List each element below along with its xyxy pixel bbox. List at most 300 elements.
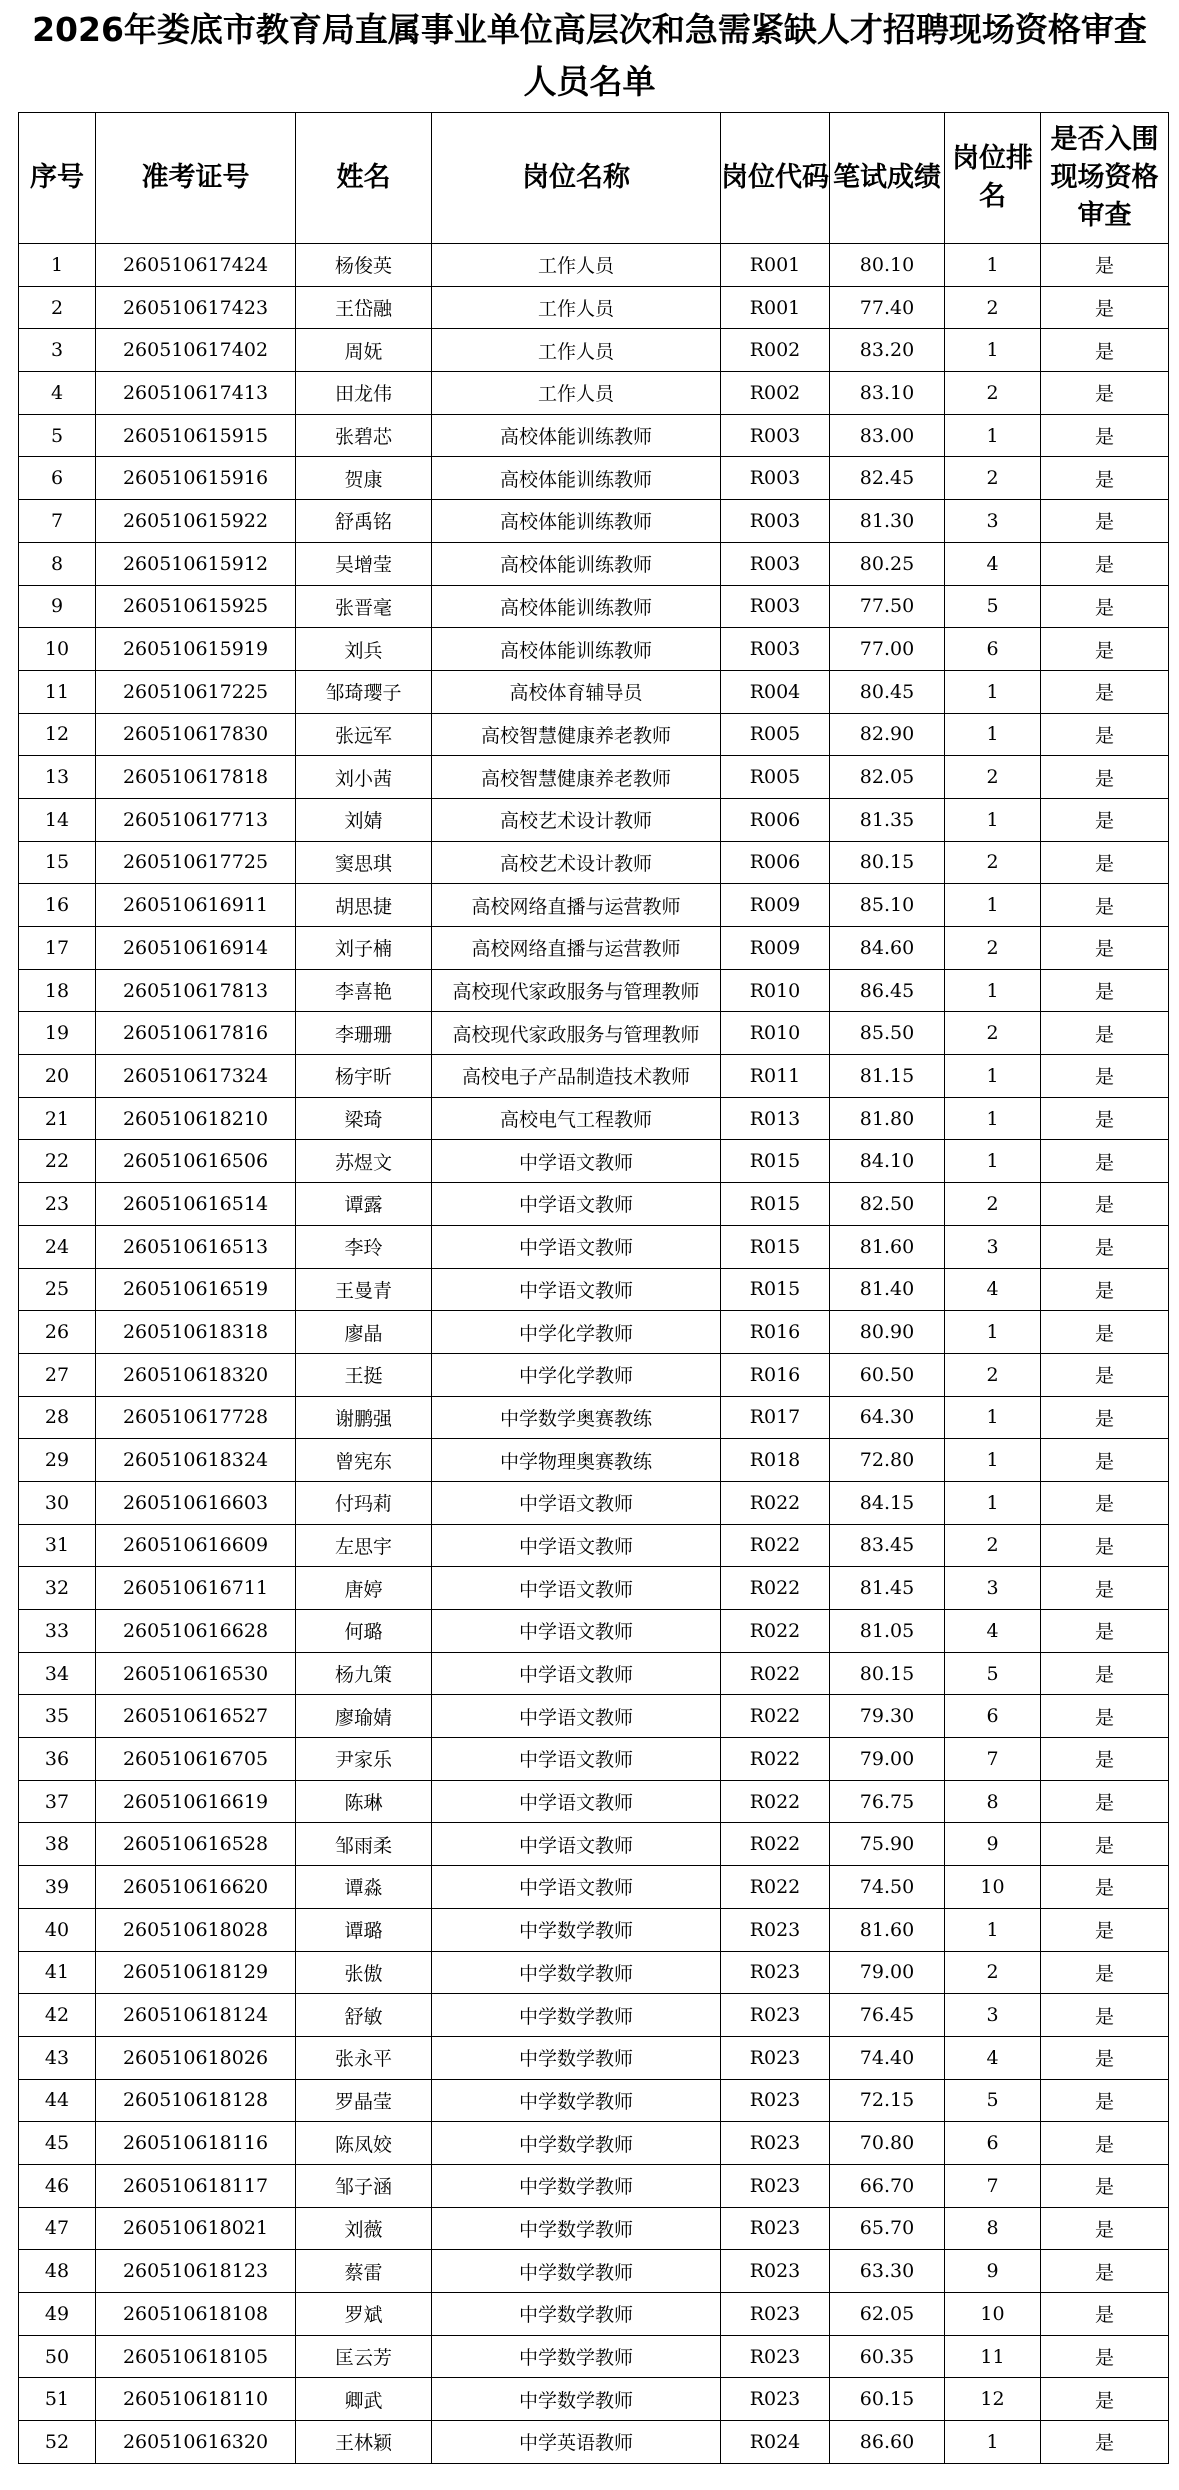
cell-exam-number: 260510617324 [96, 1055, 296, 1098]
cell-position-name: 工作人员 [432, 244, 721, 287]
cell-shortlisted: 是 [1041, 1823, 1169, 1866]
cell-name: 舒禹铭 [296, 500, 432, 543]
cell-index: 26 [19, 1311, 96, 1354]
cell-position-name: 工作人员 [432, 372, 721, 415]
cell-index: 25 [19, 1268, 96, 1311]
cell-position-name: 高校智慧健康养老教师 [432, 713, 721, 756]
cell-position-rank: 6 [945, 2122, 1041, 2165]
cell-position-name: 高校电气工程教师 [432, 1097, 721, 1140]
header-cell-position-rank: 岗位排名 [945, 113, 1041, 244]
cell-position-code: R001 [721, 244, 830, 287]
cell-name: 卿武 [296, 2378, 432, 2421]
table-row [19, 2293, 1169, 2336]
cell-name: 李玲 [296, 1225, 432, 1268]
cell-exam-number: 260510618026 [96, 2036, 296, 2079]
table-row [19, 1225, 1169, 1268]
cell-written-score: 86.45 [830, 969, 945, 1012]
cell-position-code: R009 [721, 927, 830, 970]
table-row [19, 927, 1169, 970]
cell-name: 廖瑜婧 [296, 1695, 432, 1738]
cell-position-rank: 2 [945, 1183, 1041, 1226]
table-row [19, 1268, 1169, 1311]
cell-position-rank: 6 [945, 1695, 1041, 1738]
cell-shortlisted: 是 [1041, 1183, 1169, 1226]
cell-position-rank: 2 [945, 927, 1041, 970]
cell-written-score: 81.60 [830, 1908, 945, 1951]
title-line-1: 2026年娄底市教育局直属事业单位高层次和急需紧缺人才招聘现场资格审查 [32, 10, 1147, 49]
cell-shortlisted: 是 [1041, 1012, 1169, 1055]
cell-name: 刘兵 [296, 628, 432, 671]
cell-index: 40 [19, 1908, 96, 1951]
cell-position-code: R022 [721, 1738, 830, 1781]
cell-position-name: 中学数学教师 [432, 2079, 721, 2122]
cell-shortlisted: 是 [1041, 628, 1169, 671]
cell-position-name: 中学数学教师 [432, 2378, 721, 2421]
cell-index: 27 [19, 1353, 96, 1396]
cell-exam-number: 260510616705 [96, 1738, 296, 1781]
cell-position-code: R022 [721, 1695, 830, 1738]
table-row [19, 372, 1169, 415]
cell-position-name: 中学数学教师 [432, 2036, 721, 2079]
cell-written-score: 66.70 [830, 2164, 945, 2207]
cell-name: 曾宪东 [296, 1439, 432, 1482]
cell-position-rank: 1 [945, 1311, 1041, 1354]
header-cell-exam-number: 准考证号 [96, 113, 296, 244]
cell-written-score: 77.40 [830, 286, 945, 329]
cell-written-score: 65.70 [830, 2207, 945, 2250]
cell-exam-number: 260510616514 [96, 1183, 296, 1226]
cell-exam-number: 260510615919 [96, 628, 296, 671]
cell-index: 19 [19, 1012, 96, 1055]
cell-shortlisted: 是 [1041, 372, 1169, 415]
cell-name: 王岱融 [296, 286, 432, 329]
table-row [19, 457, 1169, 500]
cell-position-rank: 2 [945, 841, 1041, 884]
cell-shortlisted: 是 [1041, 1439, 1169, 1482]
cell-written-score: 81.30 [830, 500, 945, 543]
cell-exam-number: 260510616911 [96, 884, 296, 927]
cell-name: 王挺 [296, 1353, 432, 1396]
cell-written-score: 70.80 [830, 2122, 945, 2165]
cell-written-score: 74.40 [830, 2036, 945, 2079]
cell-shortlisted: 是 [1041, 756, 1169, 799]
cell-shortlisted: 是 [1041, 670, 1169, 713]
cell-written-score: 79.00 [830, 1738, 945, 1781]
cell-written-score: 83.10 [830, 372, 945, 415]
cell-written-score: 81.05 [830, 1610, 945, 1653]
cell-written-score: 72.15 [830, 2079, 945, 2122]
cell-index: 41 [19, 1951, 96, 1994]
cell-position-rank: 2 [945, 756, 1041, 799]
cell-position-name: 高校智慧健康养老教师 [432, 756, 721, 799]
cell-index: 20 [19, 1055, 96, 1098]
cell-index: 13 [19, 756, 96, 799]
cell-name: 陈凤姣 [296, 2122, 432, 2165]
cell-index: 11 [19, 670, 96, 713]
cell-name: 罗斌 [296, 2293, 432, 2336]
cell-position-rank: 1 [945, 1396, 1041, 1439]
cell-position-code: R010 [721, 969, 830, 1012]
cell-position-rank: 4 [945, 542, 1041, 585]
cell-written-score: 80.45 [830, 670, 945, 713]
cell-exam-number: 260510618128 [96, 2079, 296, 2122]
cell-written-score: 80.25 [830, 542, 945, 585]
cell-position-name: 中学语文教师 [432, 1481, 721, 1524]
cell-exam-number: 260510616609 [96, 1524, 296, 1567]
cell-position-code: R022 [721, 1780, 830, 1823]
cell-position-name: 中学语文教师 [432, 1866, 721, 1909]
cell-index: 52 [19, 2421, 96, 2464]
cell-shortlisted: 是 [1041, 927, 1169, 970]
cell-index: 36 [19, 1738, 96, 1781]
cell-written-score: 75.90 [830, 1823, 945, 1866]
cell-index: 15 [19, 841, 96, 884]
cell-position-name: 中学化学教师 [432, 1311, 721, 1354]
cell-shortlisted: 是 [1041, 286, 1169, 329]
cell-exam-number: 260510618116 [96, 2122, 296, 2165]
header-cell-index: 序号 [19, 113, 96, 244]
table-row [19, 1738, 1169, 1781]
cell-shortlisted: 是 [1041, 2122, 1169, 2165]
header-cell-position-name: 岗位名称 [432, 113, 721, 244]
cell-name: 邹琦璎子 [296, 670, 432, 713]
cell-written-score: 83.45 [830, 1524, 945, 1567]
table-row [19, 884, 1169, 927]
cell-written-score: 81.60 [830, 1225, 945, 1268]
cell-position-name: 高校现代家政服务与管理教师 [432, 1012, 721, 1055]
cell-position-code: R016 [721, 1353, 830, 1396]
cell-exam-number: 260510616320 [96, 2421, 296, 2464]
cell-shortlisted: 是 [1041, 2036, 1169, 2079]
cell-position-rank: 1 [945, 713, 1041, 756]
cell-position-code: R022 [721, 1866, 830, 1909]
cell-index: 3 [19, 329, 96, 372]
cell-written-score: 81.80 [830, 1097, 945, 1140]
cell-index: 8 [19, 542, 96, 585]
cell-position-rank: 3 [945, 1567, 1041, 1610]
cell-position-code: R017 [721, 1396, 830, 1439]
cell-position-name: 中学语文教师 [432, 1140, 721, 1183]
table-row [19, 628, 1169, 671]
cell-written-score: 60.15 [830, 2378, 945, 2421]
cell-name: 张远军 [296, 713, 432, 756]
cell-name: 刘薇 [296, 2207, 432, 2250]
cell-position-name: 高校体能训练教师 [432, 628, 721, 671]
cell-shortlisted: 是 [1041, 1695, 1169, 1738]
cell-name: 王林颖 [296, 2421, 432, 2464]
cell-written-score: 86.60 [830, 2421, 945, 2464]
cell-position-rank: 5 [945, 2079, 1041, 2122]
cell-position-rank: 1 [945, 670, 1041, 713]
cell-written-score: 64.30 [830, 1396, 945, 1439]
table-row [19, 1780, 1169, 1823]
cell-position-name: 高校体能训练教师 [432, 414, 721, 457]
table-row [19, 585, 1169, 628]
cell-written-score: 81.35 [830, 798, 945, 841]
cell-written-score: 76.45 [830, 1994, 945, 2037]
table-row [19, 1994, 1169, 2037]
cell-index: 45 [19, 2122, 96, 2165]
cell-exam-number: 260510616530 [96, 1652, 296, 1695]
cell-position-rank: 1 [945, 798, 1041, 841]
cell-shortlisted: 是 [1041, 1610, 1169, 1653]
cell-position-rank: 8 [945, 1780, 1041, 1823]
cell-name: 陈琳 [296, 1780, 432, 1823]
cell-shortlisted: 是 [1041, 841, 1169, 884]
header-cell-shortlisted: 是否入围现场资格审查 [1041, 113, 1169, 244]
cell-position-name: 中学语文教师 [432, 1183, 721, 1226]
cell-index: 42 [19, 1994, 96, 2037]
table-row [19, 2036, 1169, 2079]
cell-position-code: R015 [721, 1140, 830, 1183]
cell-shortlisted: 是 [1041, 2421, 1169, 2464]
table-row [19, 756, 1169, 799]
cell-position-code: R023 [721, 2079, 830, 2122]
cell-index: 28 [19, 1396, 96, 1439]
cell-position-rank: 2 [945, 372, 1041, 415]
table-row [19, 969, 1169, 1012]
table-row [19, 2122, 1169, 2165]
cell-position-name: 高校艺术设计教师 [432, 798, 721, 841]
cell-written-score: 77.50 [830, 585, 945, 628]
cell-name: 张永平 [296, 2036, 432, 2079]
cell-position-name: 工作人员 [432, 286, 721, 329]
cell-position-code: R003 [721, 542, 830, 585]
cell-shortlisted: 是 [1041, 1524, 1169, 1567]
cell-written-score: 81.45 [830, 1567, 945, 1610]
cell-shortlisted: 是 [1041, 1652, 1169, 1695]
cell-name: 周妩 [296, 329, 432, 372]
cell-exam-number: 260510616620 [96, 1866, 296, 1909]
table-row [19, 670, 1169, 713]
cell-shortlisted: 是 [1041, 1994, 1169, 2037]
cell-written-score: 82.90 [830, 713, 945, 756]
cell-exam-number: 260510617424 [96, 244, 296, 287]
table-row [19, 542, 1169, 585]
cell-exam-number: 260510616603 [96, 1481, 296, 1524]
cell-position-rank: 4 [945, 2036, 1041, 2079]
table-row [19, 1097, 1169, 1140]
cell-position-name: 中学语文教师 [432, 1738, 721, 1781]
cell-exam-number: 260510615916 [96, 457, 296, 500]
cell-index: 17 [19, 927, 96, 970]
cell-position-code: R001 [721, 286, 830, 329]
cell-position-name: 中学语文教师 [432, 1524, 721, 1567]
cell-exam-number: 260510617728 [96, 1396, 296, 1439]
cell-position-name: 中学数学奥赛教练 [432, 1396, 721, 1439]
table-row [19, 2207, 1169, 2250]
table-row [19, 1140, 1169, 1183]
cell-position-code: R022 [721, 1481, 830, 1524]
cell-position-code: R022 [721, 1823, 830, 1866]
header-cell-name: 姓名 [296, 113, 432, 244]
cell-position-rank: 11 [945, 2335, 1041, 2378]
table-row [19, 2164, 1169, 2207]
cell-shortlisted: 是 [1041, 1738, 1169, 1781]
cell-position-name: 中学英语教师 [432, 2421, 721, 2464]
cell-position-code: R023 [721, 2207, 830, 2250]
document-title [0, 0, 1179, 112]
cell-written-score: 63.30 [830, 2250, 945, 2293]
cell-position-rank: 5 [945, 1652, 1041, 1695]
cell-index: 31 [19, 1524, 96, 1567]
cell-position-code: R003 [721, 585, 830, 628]
cell-index: 1 [19, 244, 96, 287]
cell-name: 梁琦 [296, 1097, 432, 1140]
cell-written-score: 62.05 [830, 2293, 945, 2336]
cell-exam-number: 260510616619 [96, 1780, 296, 1823]
header-cell-written-score: 笔试成绩 [830, 113, 945, 244]
cell-name: 王曼青 [296, 1268, 432, 1311]
table-row [19, 329, 1169, 372]
cell-position-code: R023 [721, 1951, 830, 1994]
cell-written-score: 83.20 [830, 329, 945, 372]
cell-position-name: 高校网络直播与运营教师 [432, 927, 721, 970]
table-row [19, 2250, 1169, 2293]
cell-name: 匡云芳 [296, 2335, 432, 2378]
cell-written-score: 85.10 [830, 884, 945, 927]
cell-position-code: R018 [721, 1439, 830, 1482]
cell-exam-number: 260510617830 [96, 713, 296, 756]
cell-exam-number: 260510617725 [96, 841, 296, 884]
cell-shortlisted: 是 [1041, 884, 1169, 927]
cell-position-code: R003 [721, 500, 830, 543]
cell-index: 9 [19, 585, 96, 628]
cell-position-code: R015 [721, 1268, 830, 1311]
cell-exam-number: 260510618318 [96, 1311, 296, 1354]
cell-position-code: R003 [721, 628, 830, 671]
cell-position-code: R006 [721, 841, 830, 884]
cell-position-name: 中学语文教师 [432, 1823, 721, 1866]
table-row [19, 1567, 1169, 1610]
cell-shortlisted: 是 [1041, 969, 1169, 1012]
cell-position-rank: 1 [945, 2421, 1041, 2464]
cell-exam-number: 260510616519 [96, 1268, 296, 1311]
cell-position-code: R022 [721, 1524, 830, 1567]
cell-shortlisted: 是 [1041, 244, 1169, 287]
table-row [19, 1353, 1169, 1396]
cell-name: 田龙伟 [296, 372, 432, 415]
cell-name: 谭淼 [296, 1866, 432, 1909]
cell-position-code: R004 [721, 670, 830, 713]
cell-position-name: 高校体能训练教师 [432, 542, 721, 585]
table-row [19, 1951, 1169, 1994]
cell-index: 37 [19, 1780, 96, 1823]
cell-index: 44 [19, 2079, 96, 2122]
cell-position-name: 高校体能训练教师 [432, 585, 721, 628]
cell-position-code: R023 [721, 2250, 830, 2293]
candidate-table [18, 112, 1169, 2464]
cell-position-rank: 10 [945, 2293, 1041, 2336]
cell-index: 46 [19, 2164, 96, 2207]
cell-index: 33 [19, 1610, 96, 1653]
cell-position-name: 工作人员 [432, 329, 721, 372]
cell-exam-number: 260510615915 [96, 414, 296, 457]
cell-position-code: R005 [721, 756, 830, 799]
table-row [19, 1481, 1169, 1524]
cell-exam-number: 260510617413 [96, 372, 296, 415]
cell-index: 5 [19, 414, 96, 457]
cell-name: 左思宇 [296, 1524, 432, 1567]
header-cell-position-code: 岗位代码 [721, 113, 830, 244]
cell-index: 50 [19, 2335, 96, 2378]
cell-position-rank: 2 [945, 1012, 1041, 1055]
cell-name: 杨九策 [296, 1652, 432, 1695]
cell-index: 14 [19, 798, 96, 841]
cell-name: 谭璐 [296, 1908, 432, 1951]
cell-exam-number: 260510616527 [96, 1695, 296, 1738]
cell-exam-number: 260510618210 [96, 1097, 296, 1140]
table-row [19, 1439, 1169, 1482]
cell-shortlisted: 是 [1041, 457, 1169, 500]
cell-written-score: 84.10 [830, 1140, 945, 1183]
cell-shortlisted: 是 [1041, 585, 1169, 628]
cell-position-rank: 4 [945, 1610, 1041, 1653]
cell-shortlisted: 是 [1041, 414, 1169, 457]
cell-position-name: 中学语文教师 [432, 1780, 721, 1823]
cell-name: 吴增莹 [296, 542, 432, 585]
cell-position-rank: 3 [945, 500, 1041, 543]
cell-position-code: R015 [721, 1183, 830, 1226]
cell-exam-number: 260510617813 [96, 969, 296, 1012]
cell-written-score: 72.80 [830, 1439, 945, 1482]
cell-written-score: 79.00 [830, 1951, 945, 1994]
cell-position-code: R023 [721, 2122, 830, 2165]
cell-position-name: 中学数学教师 [432, 2335, 721, 2378]
cell-position-rank: 3 [945, 1994, 1041, 2037]
cell-position-code: R011 [721, 1055, 830, 1098]
cell-position-rank: 2 [945, 1524, 1041, 1567]
cell-position-name: 中学语文教师 [432, 1225, 721, 1268]
cell-exam-number: 260510616513 [96, 1225, 296, 1268]
cell-position-name: 中学语文教师 [432, 1567, 721, 1610]
cell-name: 杨宇昕 [296, 1055, 432, 1098]
cell-exam-number: 260510617225 [96, 670, 296, 713]
table-row [19, 2079, 1169, 2122]
cell-position-code: R022 [721, 1610, 830, 1653]
cell-position-rank: 1 [945, 884, 1041, 927]
cell-index: 29 [19, 1439, 96, 1482]
cell-written-score: 81.40 [830, 1268, 945, 1311]
table-row [19, 286, 1169, 329]
table-row [19, 1866, 1169, 1909]
cell-index: 32 [19, 1567, 96, 1610]
cell-name: 舒敏 [296, 1994, 432, 2037]
table-row [19, 1823, 1169, 1866]
cell-index: 18 [19, 969, 96, 1012]
table-row [19, 798, 1169, 841]
cell-shortlisted: 是 [1041, 2335, 1169, 2378]
cell-exam-number: 260510616528 [96, 1823, 296, 1866]
cell-position-name: 中学数学教师 [432, 2250, 721, 2293]
cell-written-score: 82.50 [830, 1183, 945, 1226]
cell-written-score: 80.15 [830, 841, 945, 884]
cell-position-name: 高校体能训练教师 [432, 457, 721, 500]
table-row [19, 500, 1169, 543]
candidate-table-wrapper [18, 112, 1168, 2464]
cell-index: 34 [19, 1652, 96, 1695]
cell-shortlisted: 是 [1041, 2378, 1169, 2421]
cell-exam-number: 260510615912 [96, 542, 296, 585]
cell-written-score: 81.15 [830, 1055, 945, 1098]
cell-exam-number: 260510616711 [96, 1567, 296, 1610]
cell-name: 胡思捷 [296, 884, 432, 927]
cell-index: 23 [19, 1183, 96, 1226]
cell-position-rank: 1 [945, 244, 1041, 287]
cell-position-rank: 8 [945, 2207, 1041, 2250]
cell-index: 47 [19, 2207, 96, 2250]
cell-position-name: 高校体育辅导员 [432, 670, 721, 713]
